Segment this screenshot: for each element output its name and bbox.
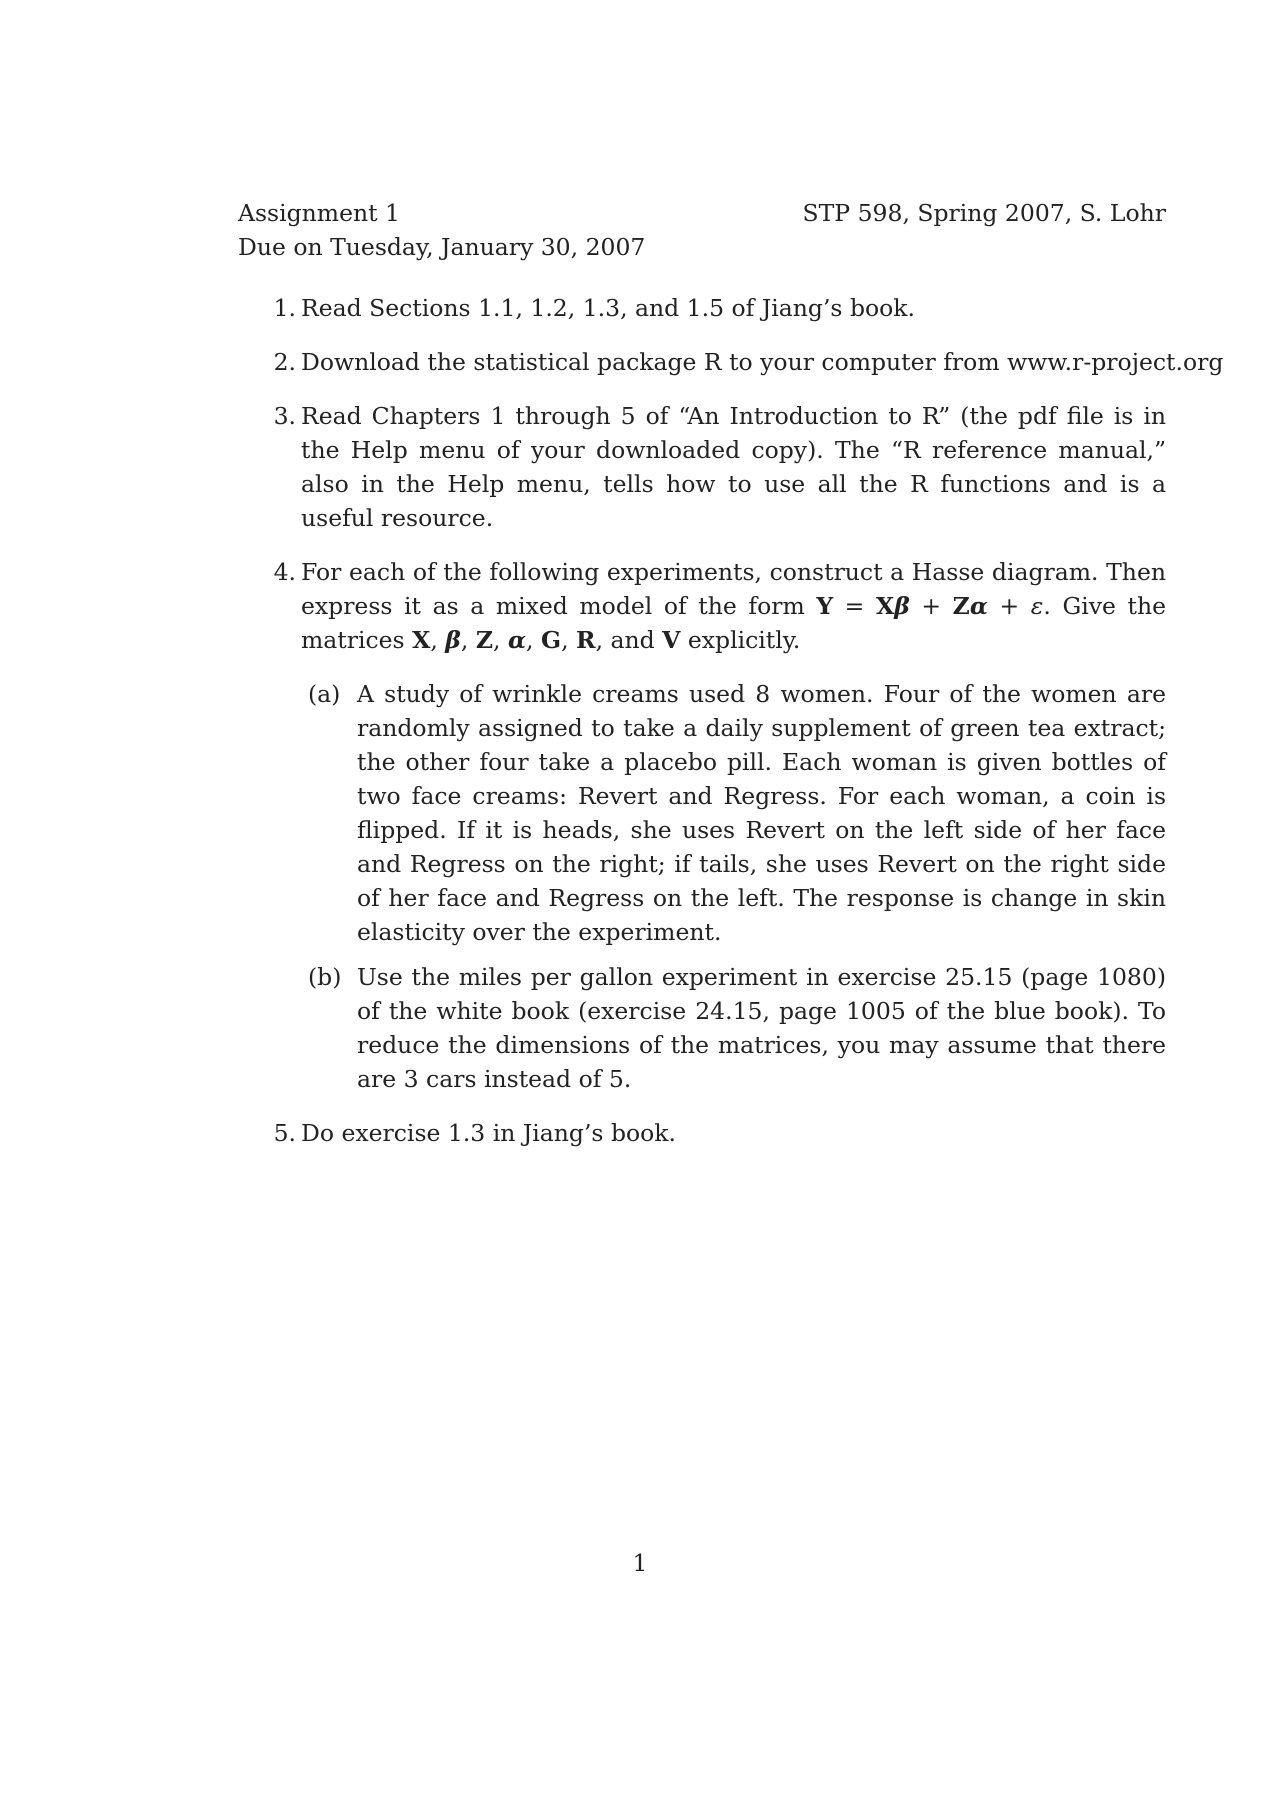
eq-epsilon: ε [1030, 592, 1044, 620]
sub-item-label: (b) [308, 963, 342, 991]
mat-V: V [662, 626, 681, 654]
experiment-sublist [301, 677, 1166, 1096]
item-4-text-part3: explicitly. [680, 626, 801, 654]
mat-sep: , [561, 626, 577, 654]
assignment-header [238, 196, 1166, 264]
document-content [238, 196, 1224, 1170]
eq-alpha: α [969, 592, 988, 620]
mat-sep: , [460, 626, 476, 654]
item-number: 3. [273, 402, 296, 430]
item-number: 5. [273, 1119, 296, 1147]
sub-item-text: Use the miles per gallon experiment in exercise 25.15 (page 1080) of the white book (exercise 24.15, page 1005 of the blue book). To reduce the dimensions of the matrices, you may assume that there are 3 cars instead of 5. [357, 963, 1166, 1093]
sub-item-b [301, 960, 1166, 1096]
item-text [301, 555, 1166, 657]
eq-equals: = [833, 592, 876, 620]
sub-item-a [301, 677, 1166, 949]
mat-sep: , [526, 626, 541, 654]
item-text: Do exercise 1.3 in Jiang’s book. [301, 1119, 677, 1147]
mat-sep: , [493, 626, 508, 654]
list-item-3 [238, 399, 1166, 535]
eq-plus-1: + [909, 592, 953, 620]
due-date: Due on Tuesday, January 30, 2007 [238, 233, 646, 261]
item-text: Read Chapters 1 through 5 of “An Introduction to R” (the pdf file is in the Help menu of your downloaded copy). The “R reference manual,” also in the Help menu, tells how to use all the R functions and is a useful resource. [301, 402, 1166, 532]
course-info: STP 598, Spring 2007, S. Lohr [802, 199, 1166, 227]
page-number: 1 [632, 1549, 648, 1577]
assignment-title: Assignment 1 [238, 199, 400, 227]
mat-sep: , and [595, 626, 663, 654]
list-item-5 [238, 1116, 1166, 1150]
eq-period: . [1043, 592, 1051, 620]
mixed-model-equation [816, 592, 1051, 620]
sub-item-text: A study of wrinkle creams used 8 women. Four of the women are randomly assigned to take a daily supplement of green tea extract; the other four take a placebo pill. Each woman is given bottles of two face creams: Revert and Regress. For each woman, a coin is flipped. If it is heads, she uses Revert on the left side of her face and Regress on the right; if tails, she uses Revert on the right side of her face and Regress on the left. The response is change in skin elasticity over the experiment. [357, 680, 1166, 946]
item-number: 2. [273, 348, 296, 376]
header-left [238, 196, 645, 264]
item-text: Download the statistical package R to your computer from www.r-project.org [301, 348, 1224, 376]
list-item-2 [238, 345, 1224, 379]
list-item-4 [238, 555, 1166, 1096]
item-4-text-part1: For each of the following experiments, construct a Hasse diagram. Then express it as a mixed model of the form [301, 558, 1166, 620]
mat-X: X [412, 626, 431, 654]
eq-Z: Z [952, 592, 970, 620]
mat-Z: Z [475, 626, 493, 654]
list-item-1 [238, 291, 1166, 325]
mat-alpha: α [507, 626, 527, 654]
item-4-text-part2: Give the matrices [301, 592, 1166, 654]
mat-G: G [541, 626, 562, 654]
item-number: 4. [273, 558, 296, 586]
matrix-list [412, 626, 680, 654]
mat-beta: β [445, 626, 461, 654]
eq-Y: Y [816, 592, 834, 620]
sub-item-label: (a) [308, 680, 341, 708]
assignment-list [238, 291, 1224, 1150]
item-number: 1. [273, 294, 296, 322]
mat-R: R [576, 626, 596, 654]
eq-X: X [875, 592, 895, 620]
eq-plus-2: + [987, 592, 1031, 620]
item-text: Read Sections 1.1, 1.2, 1.3, and 1.5 of Jiang’s book. [301, 294, 915, 322]
mat-sep: , [430, 626, 446, 654]
eq-beta: β [894, 592, 910, 620]
header-right [803, 196, 1166, 230]
